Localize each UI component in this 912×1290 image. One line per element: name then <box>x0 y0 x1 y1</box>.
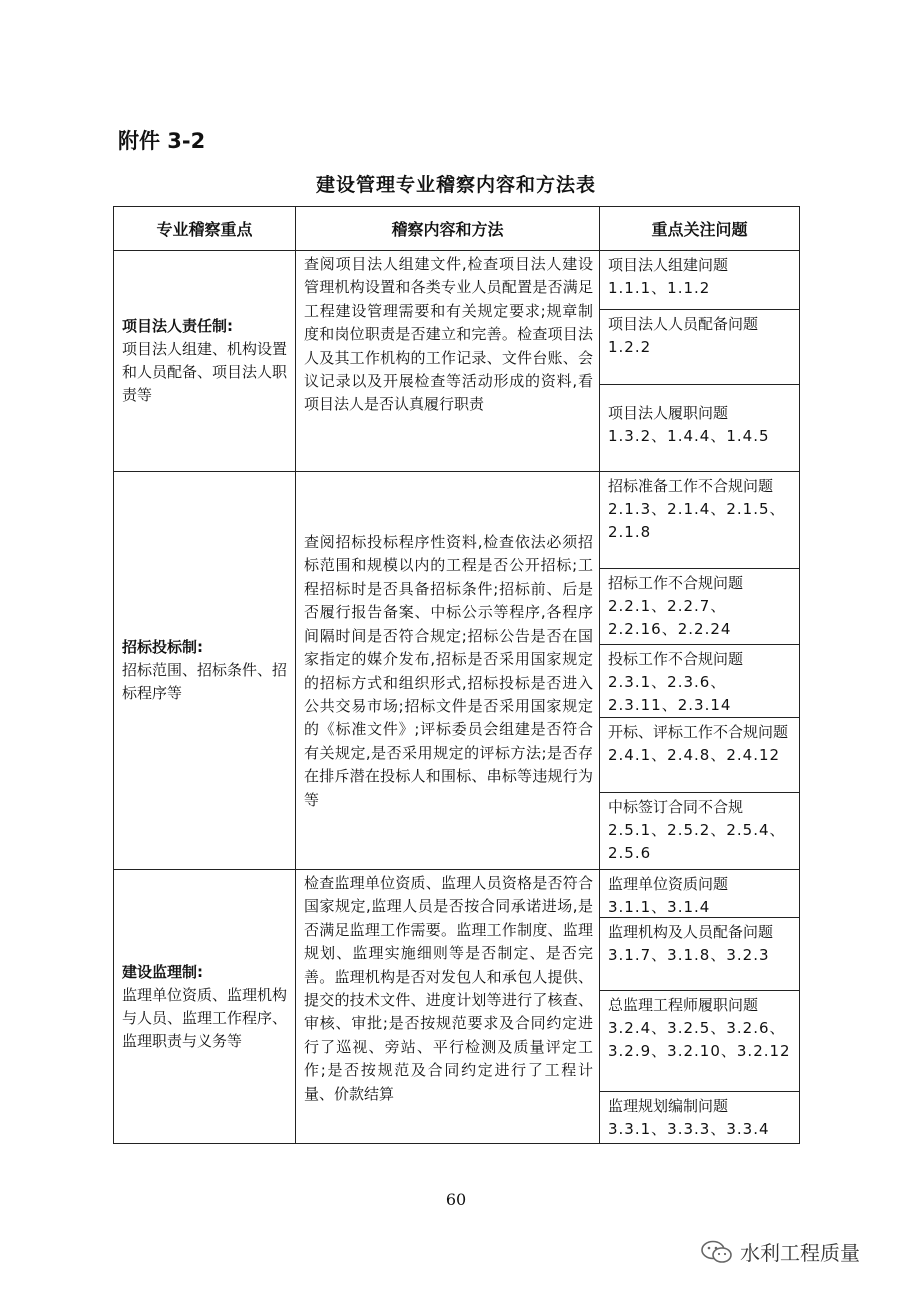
issue-codes: 2.3.1、2.3.6、2.3.11、2.3.14 <box>608 673 732 714</box>
issue-title: 监理单位资质问题 <box>608 875 729 893</box>
content-cell: 查阅招标投标程序性资料,检查依法必须招标范围和规模以内的工程是否公开招标;工程招标时是否具备招标条件;招标前、后是否履行报告备案、中标公示等程序,各程序间隔时间是否符合规定;招标公告是否在国家指定的媒介发布,招标是否采用国家规定的招标方式和组织形式,招标投标是否进入公共交易市场;招标文件是否采用国家规定的《标准文件》;评标委员会组建是否符合有关规定,是否采用规定的评标方法;是否存在排斥潜在投标人和围标、串标等违规行为等 <box>296 472 600 870</box>
watermark-text: 水利工程质量 <box>740 1241 860 1265</box>
table-row <box>114 251 800 472</box>
issue-item <box>600 310 799 385</box>
issue-item <box>600 251 799 310</box>
attachment-label: 附件 3-2 <box>118 129 206 153</box>
issue-item <box>600 385 799 471</box>
issue-title: 监理规划编制问题 <box>608 1097 729 1115</box>
header-focus: 专业稽察重点 <box>114 207 296 251</box>
issue-codes: 1.3.2、1.4.4、1.4.5 <box>608 427 770 445</box>
table-row <box>114 472 800 870</box>
issue-codes: 2.2.1、2.2.7、2.2.16、2.2.24 <box>608 597 732 638</box>
issues-cell <box>600 472 800 870</box>
header-content: 稽察内容和方法 <box>296 207 600 251</box>
issue-codes: 2.5.1、2.5.2、2.5.4、2.5.6 <box>608 821 786 862</box>
issue-item <box>600 991 799 1092</box>
issue-title: 项目法人人员配备问题 <box>608 315 759 333</box>
page-number: 60 <box>445 1190 467 1209</box>
issue-title: 中标签订合同不合规 <box>608 798 744 816</box>
focus-title: 招标投标制: <box>122 638 203 656</box>
focus-title: 建设监理制: <box>122 962 203 981</box>
issue-title: 监理机构及人员配备问题 <box>608 923 774 941</box>
header-issues: 重点关注问题 <box>600 207 800 251</box>
focus-cell <box>114 870 296 1144</box>
wechat-icon <box>700 1240 734 1264</box>
issue-codes: 1.2.2 <box>608 338 652 356</box>
table-header-row <box>114 207 800 251</box>
issue-title: 项目法人履职问题 <box>608 404 729 422</box>
focus-detail: 项目法人组建、机构设置和人员配备、项目法人职责等 <box>122 340 288 404</box>
focus-title: 项目法人责任制: <box>122 317 233 335</box>
focus-detail: 招标范围、招标条件、招标程序等 <box>122 661 288 702</box>
issue-item <box>600 918 799 991</box>
issue-item <box>600 472 799 569</box>
issues-cell <box>600 251 800 472</box>
issue-codes: 2.1.3、2.1.4、2.1.5、2.1.8 <box>608 500 786 541</box>
content-cell: 检查监理单位资质、监理人员资格是否符合国家规定,监理人员是否按合同承诺进场,是否满足监理工作需要。监理工作制度、监理规划、监理实施细则等是否制定、是否完善。监理机构是否对发包人和承包人提供、提交的技术文件、进度计划等进行了核查、审核、审批;是否按规范要求及合同约定进行了巡视、旁站、平行检测及质量评定工作;是否按规范及合同约定进行了工程计量、价款结算 <box>296 870 600 1144</box>
issue-item <box>600 1092 799 1143</box>
watermark <box>700 1237 860 1266</box>
issue-title: 招标准备工作不合规问题 <box>608 477 774 495</box>
issue-codes: 3.3.1、3.3.3、3.3.4 <box>608 1120 770 1138</box>
issue-title: 项目法人组建问题 <box>608 256 729 274</box>
issue-title: 开标、评标工作不合规问题 <box>608 723 789 741</box>
focus-cell <box>114 472 296 870</box>
focus-detail: 监理单位资质、监理机构与人员、监理工作程序、监理职责与义务等 <box>122 985 288 1050</box>
content-cell: 查阅项目法人组建文件,检查项目法人建设管理机构设置和各类专业人员配置是否满足工程建设管理需要和有关规定要求;规章制度和岗位职责是否建立和完善。检查项目法人及其工作机构的工作记录、文件台账、会议记录以及开展检查等活动形成的资料,看项目法人是否认真履行职责 <box>296 251 600 472</box>
focus-cell <box>114 251 296 472</box>
issue-codes: 1.1.1、1.1.2 <box>608 279 711 297</box>
issue-item <box>600 645 799 718</box>
issue-title: 总监理工程师履职问题 <box>608 996 759 1014</box>
issue-title: 投标工作不合规问题 <box>608 650 744 668</box>
issue-codes: 3.2.4、3.2.5、3.2.6、3.2.9、3.2.10、3.2.12 <box>608 1019 791 1060</box>
issue-item <box>600 569 799 645</box>
issue-title: 招标工作不合规问题 <box>608 574 744 592</box>
issues-cell <box>600 870 800 1144</box>
table-row <box>114 870 800 1144</box>
inspection-table <box>113 206 800 1144</box>
issue-codes: 3.1.7、3.1.8、3.2.3 <box>608 946 770 964</box>
issue-codes: 3.1.1、3.1.4 <box>608 898 711 916</box>
issue-codes: 2.4.1、2.4.8、2.4.12 <box>608 746 781 764</box>
issue-item <box>600 793 799 869</box>
document-title: 建设管理专业稽察内容和方法表 <box>315 174 596 196</box>
issue-item <box>600 718 799 793</box>
issue-item <box>600 870 799 918</box>
